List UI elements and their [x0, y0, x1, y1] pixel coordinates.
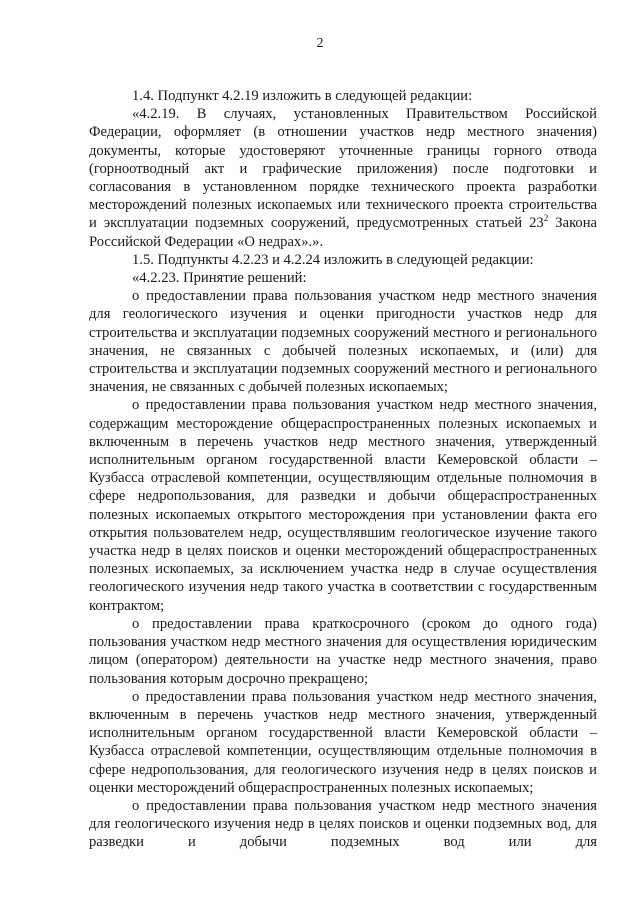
paragraph-text-before-superscript: «4.2.19. В случаях, установленных Правительством Российской Федерации, оформляет (в отношении участков недр местного значения) документы, которые удостоверяют уточненные границы горного отвода (горноотводный акт и графические приложения) после подготовки и согласования в установленном порядке технического проекта разработки месторождений полезных ископаемых или технического проекта строительства и эксплуатации подземных сооружений, предусмотренных статьей 23	[89, 106, 597, 232]
paragraph-decision-1: о предоставлении права пользования участком недр местного значения для геологического изучения и оценки пригодности участков недр для строительства и эксплуатации подземных сооружений местного и регионального значения, не связанных с добычей полезных ископаемых, и (или) для строительства и эксплуатации подземных сооружений местного и регионального значения, не связанных с добычей полезных ископаемых;	[89, 288, 597, 396]
paragraph-decision-3: о предоставлении права краткосрочного (сроком до одного года) пользования участком недр местного значения для осуществления юридическим лицом (оператором) деятельности на участке недр местного значения, право пользования которым досрочно прекращено;	[89, 615, 597, 687]
paragraph-text-after-superscript: Закона Российской Федерации «О недрах».».	[89, 215, 597, 250]
paragraph-decision-4: о предоставлении права пользования участком недр местного значения, включенным в перечень участков недр местного значения, утвержденный исполнительным органом государственной власти Кемеровской области – Кузбасса отраслевой компетенции, осуществляющим отдельные полномочия в сфере недропользования, для геологического изучения недр в целях поисков и оценки месторождений общераспространенных полезных ископаемых;	[89, 688, 597, 796]
article-superscript: 2	[543, 213, 549, 224]
paragraph-amendment-1-5: 1.5. Подпункты 4.2.23 и 4.2.24 изложить в следующей редакции:	[132, 251, 534, 268]
paragraph-amendment-1-4: 1.4. Подпункт 4.2.19 изложить в следующей редакции:	[132, 88, 473, 104]
paragraph-decision-2: о предоставлении права пользования участком недр местного значения, содержащим месторождение общераспространенных полезных ископаемых и включенным в перечень участков недр местного значения, утвержденный исполнительным органом государственной власти Кемеровской области – Кузбасса отраслевой компетенции, осуществляющим отдельные полномочия в сфере недропользования, для разведки и добычи общераспространенных полезных ископаемых открытого месторождения при установлении факта его открытия пользователем недр, осуществлявшим геологическое изучение такого участка недр в целях поисков и оценки месторождений общераспространенных полезных ископаемых, за исключением участка недр в случае осуществления геологического изучения недр такого участка в соответствии с государственным контрактом;	[89, 397, 597, 614]
paragraph-decision-5: о предоставлении права пользования участком недр местного значения для геологического изучения недр в целях поисков и оценки подземных вод, для разведки и добычи подземных вод или для	[89, 797, 597, 851]
paragraph-subclause-4-2-19	[89, 105, 597, 251]
document-body	[89, 87, 597, 852]
page-number: 2	[316, 36, 324, 51]
paragraph-subclause-4-2-23-heading: «4.2.23. Принятие решений:	[132, 270, 307, 287]
